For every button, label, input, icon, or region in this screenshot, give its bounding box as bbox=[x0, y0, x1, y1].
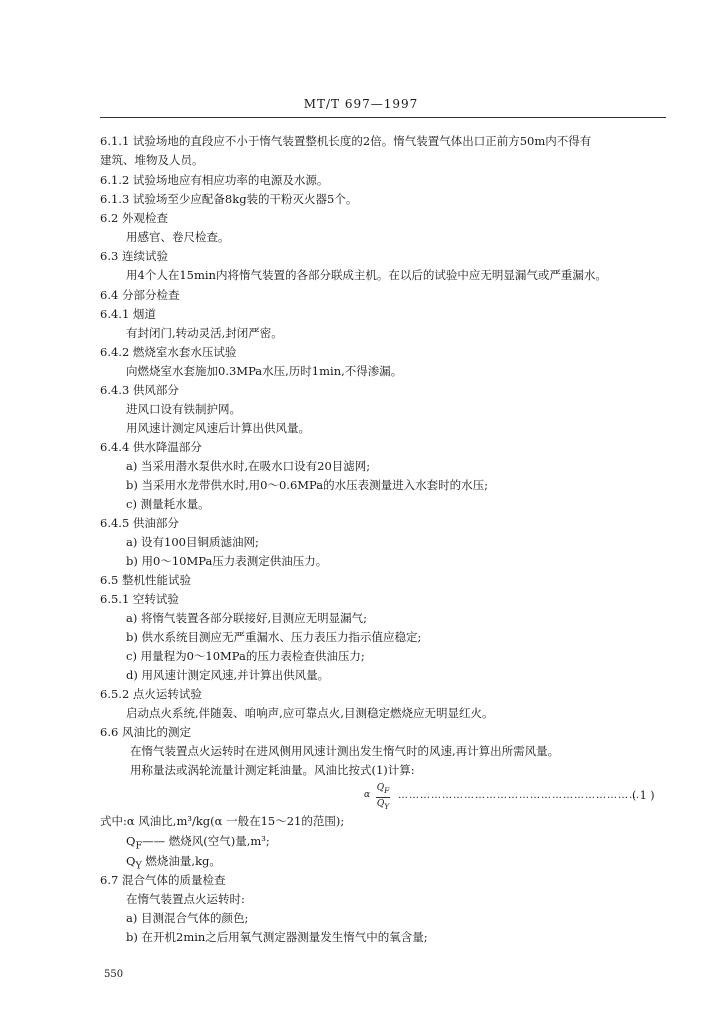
formula-denominator: $Q_Y$ bbox=[376, 798, 390, 811]
header-rule bbox=[100, 117, 666, 118]
text-line: 6.1.2 试验场地应有相应功率的电源及水源。 bbox=[100, 173, 329, 187]
text-line: b) 在开机2min之后用氧气测定器测量发生惰气中的氧含量; bbox=[126, 930, 428, 944]
text-line: 6.5.1 空转试验 bbox=[100, 592, 179, 606]
text-line: 在惰气装置点火运转时: bbox=[126, 892, 245, 906]
text-line: 6.4.5 供油部分 bbox=[100, 516, 179, 530]
text-line: 进风口设有铁制护网。 bbox=[126, 402, 241, 416]
text-line: $Q_Y$ 燃烧油量,kg。 bbox=[126, 854, 221, 872]
formula-fraction bbox=[376, 783, 390, 812]
text-line: c) 用量程为0～10MPa的压力表检查供油压力; bbox=[126, 649, 365, 663]
text-line: 用称量法或涡轮流量计测定耗油量。风油比按式(1)计算: bbox=[130, 763, 415, 777]
text-line: a) 当采用潜水泵供水时,在吸水口设有20目滤网; bbox=[126, 459, 371, 473]
text-line: 6.6 风油比的测定 bbox=[100, 725, 191, 739]
text-line: 6.4 分部分检查 bbox=[100, 288, 180, 302]
text-line: $Q_F——$ 燃烧风(空气)量,m³; bbox=[126, 834, 270, 852]
text-line: 用风速计测定风速后计算出供风量。 bbox=[126, 421, 310, 435]
fraction-bar bbox=[376, 797, 390, 798]
text-line: 6.4.3 供风部分 bbox=[100, 383, 179, 397]
text-line: 6.2 外观检查 bbox=[100, 211, 168, 225]
text-line: b) 用0～10MPa压力表测定供油压力。 bbox=[126, 554, 328, 568]
text-line: 6.1.1 试验场地的直段应不小于惰气装置整机长度的2倍。惰气装置气体出口正前方50m内不得有 bbox=[100, 134, 592, 148]
text-line: 有封闭门,转动灵活,封闭严密。 bbox=[126, 326, 283, 340]
text-line: 在惰气装置点火运转时在进风侧用风速计测出发生惰气时的风速,再计算出所需风量。 bbox=[130, 744, 560, 758]
text-line: 式中:α 风油比,m³/kg(α 一般在15～21的范围); bbox=[100, 814, 345, 828]
text-line: a) 将惰气装置各部分联接好,目测应无明显漏气; bbox=[126, 611, 368, 625]
text-line: 建筑、堆物及人员。 bbox=[100, 153, 204, 167]
text-line: 向燃烧室水套施加0.3MPa水压,历时1min,不得渗漏。 bbox=[126, 364, 403, 378]
text-line: b) 供水系统目测应无严重漏水、压力表压力指示值应稳定; bbox=[126, 630, 422, 644]
text-line: c) 测量耗水量。 bbox=[126, 497, 210, 511]
page-header: MT/T 697—1997 bbox=[303, 97, 419, 111]
text-line: a) 目测混合气体的颜色; bbox=[126, 911, 249, 925]
text-line: 6.4.4 供水降温部分 bbox=[100, 440, 202, 454]
equation-number: ( 1 ) bbox=[632, 789, 655, 802]
text-line: d) 用风速计测定风速,并计算出供风量。 bbox=[126, 668, 330, 682]
text-line: 用感官、卷尺检查。 bbox=[126, 230, 230, 244]
formula-leader-dots: ………………………………………………………… bbox=[398, 790, 640, 801]
page-number: 550 bbox=[104, 969, 124, 980]
text-line: a) 设有100目铜质滤油网; bbox=[126, 535, 259, 549]
formula-numerator: $Q_F$ bbox=[376, 783, 390, 795]
text-line: 6.5 整机性能试验 bbox=[100, 573, 191, 587]
text-line: 6.5.2 点火运转试验 bbox=[100, 687, 202, 701]
formula-1 bbox=[364, 783, 664, 809]
text-line: b) 当采用水龙带供水时,用0～0.6MPa的水压表测量进入水套时的水压; bbox=[126, 478, 488, 492]
text-line: 6.1.3 试验场至少应配备8kg装的干粉灭火器5个。 bbox=[100, 192, 358, 206]
text-line: 6.4.1 烟道 bbox=[100, 307, 156, 321]
formula-lhs: α bbox=[364, 790, 371, 800]
text-line: 6.4.2 燃烧室水套水压试验 bbox=[100, 345, 237, 359]
text-line: 用4个人在15min内将惰气装置的各部分联成主机。在以后的试验中应无明显漏气或严重漏水。 bbox=[126, 268, 607, 282]
text-line: 6.7 混合气体的质量检查 bbox=[100, 873, 226, 887]
text-line: 启动点火系统,伴随轰、咱响声,应可靠点火,目测稳定燃烧应无明显红火。 bbox=[126, 706, 494, 720]
text-line: 6.3 连续试验 bbox=[100, 249, 168, 263]
